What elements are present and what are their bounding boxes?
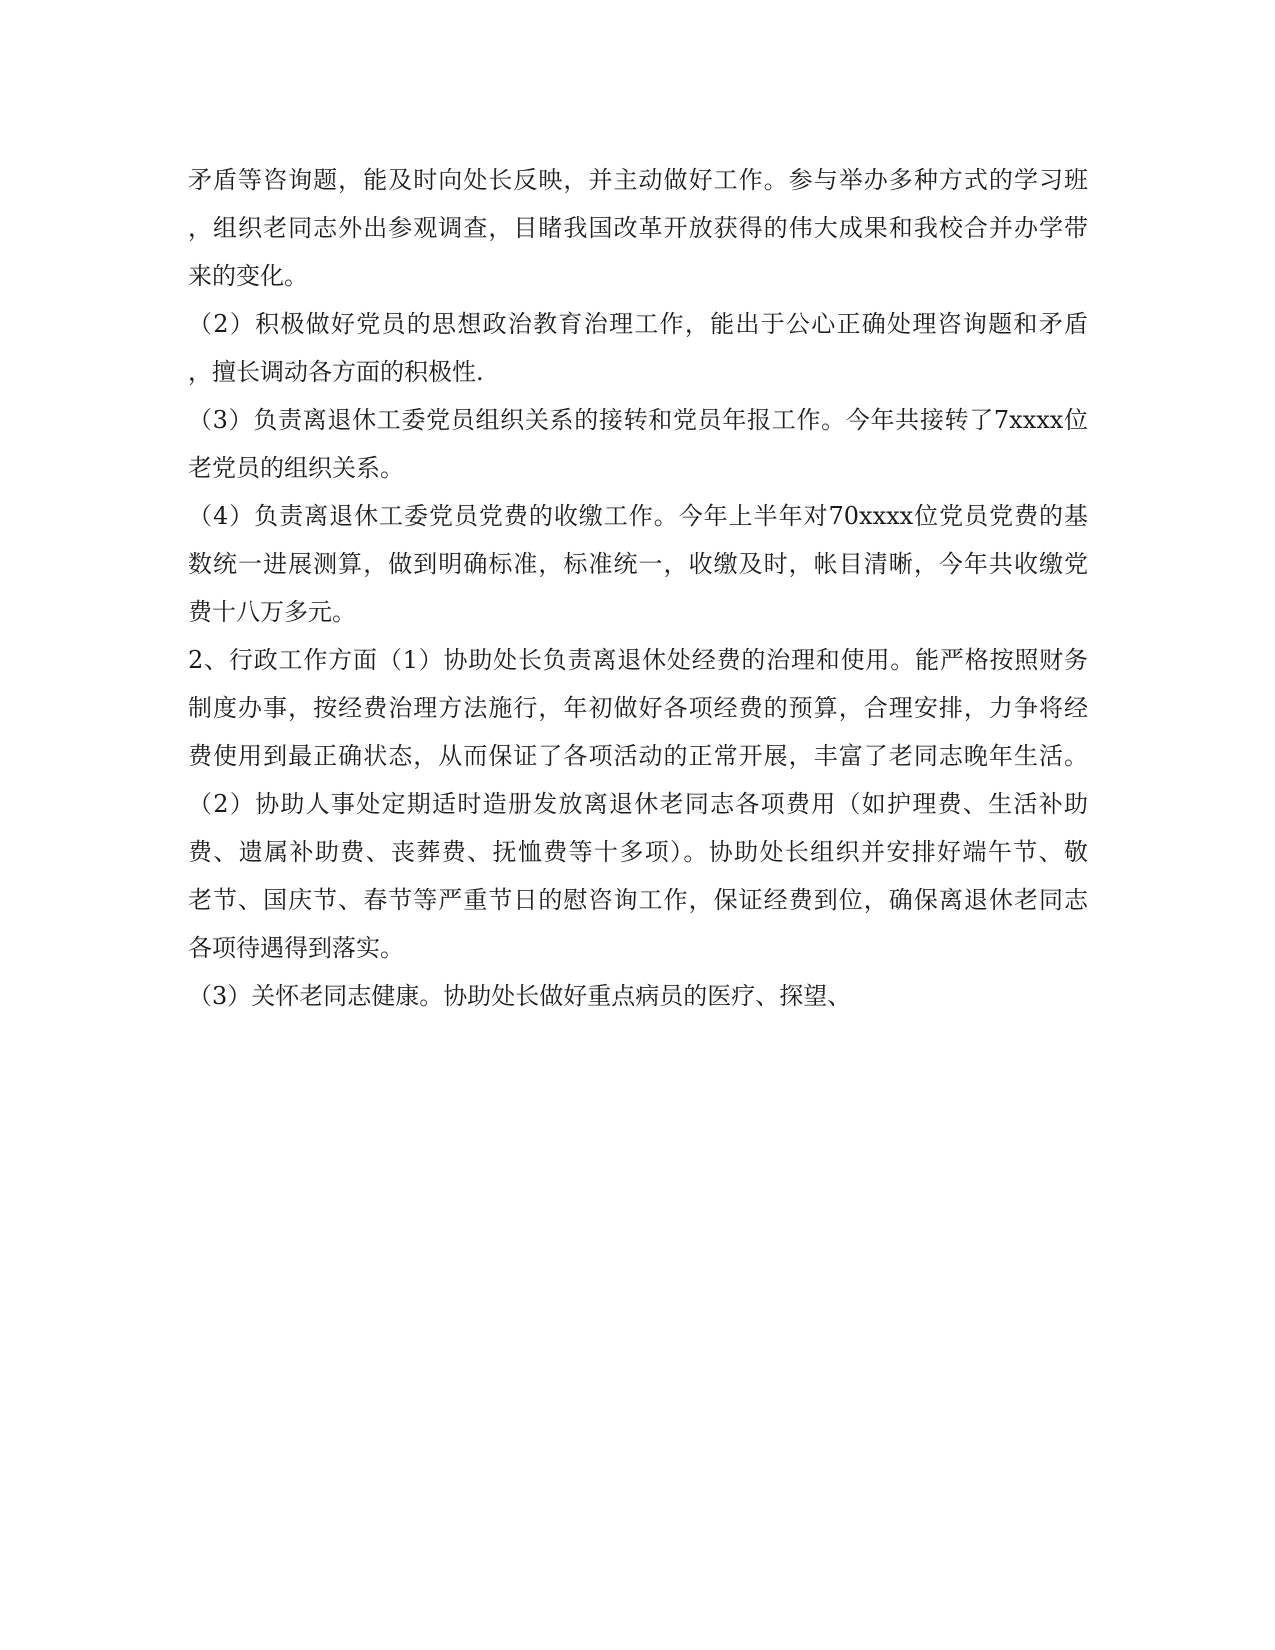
text-line-3: 来的变化。 [188,262,308,290]
text-line-13: 费使用到最正确状态，从而保证了各项活动的正常开展，丰富了老同志晚年生活。 [188,742,1088,770]
text-line-9: 数统一进展测算，做到明确标准，标准统一，收缴及时，帐目清晰，今年共收缴党 [188,550,1088,578]
text-line-5: ，擅长调动各方面的积极性. [188,358,484,386]
text-line-6: （3）负责离退休工委党员组织关系的接转和党员年报工作。今年共接转了7xxxx位 [188,406,1088,434]
text-line-2: ，组织老同志外出参观调查，目睹我国改革开放获得的伟大成果和我校合并办学带 [188,214,1088,242]
text-line-18: （3）关怀老同志健康。协助处长做好重点病员的医疗、探望、 [188,982,852,1010]
text-line-10: 费十八万多元。 [188,598,356,626]
text-line-16: 老节、国庆节、春节等严重节日的慰咨询工作，保证经费到位，确保离退休老同志 [188,886,1088,914]
text-line-11: 2、行政工作方面（1）协助处长负责离退休处经费的治理和使用。能严格按照财务 [188,646,1088,674]
document-body [188,156,1088,1020]
text-line-4: （2）积极做好党员的思想政治教育治理工作，能出于公心正确处理咨询题和矛盾 [188,310,1088,338]
text-line-14: （2）协助人事处定期适时造册发放离退休老同志各项费用（如护理费、生活补助 [188,790,1088,818]
text-line-17: 各项待遇得到落实。 [188,934,404,962]
text-line-7: 老党员的组织关系。 [188,454,404,482]
text-line-12: 制度办事，按经费治理方法施行，年初做好各项经费的预算，合理安排，力争将经 [188,694,1088,722]
text-line-8: （4）负责离退休工委党员党费的收缴工作。今年上半年对70xxxx位党员党费的基 [188,502,1088,530]
text-line-15: 费、遗属补助费、丧葬费、抚恤费等十多项）。协助处长组织并安排好端午节、敬 [188,838,1088,866]
text-line-1: 矛盾等咨询题，能及时向处长反映，并主动做好工作。参与举办多种方式的学习班 [188,166,1088,194]
